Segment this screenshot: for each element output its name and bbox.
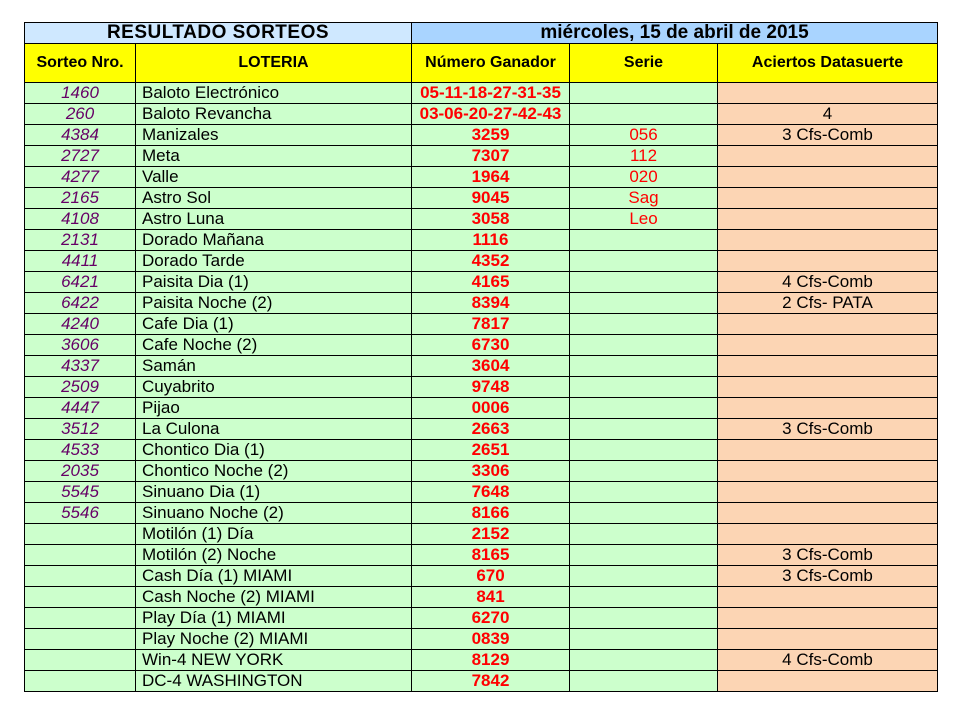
lottery-name-cell: Chontico Dia (1) — [136, 440, 412, 461]
series-cell — [570, 293, 718, 314]
lottery-name-cell: Win-4 NEW YORK — [136, 650, 412, 671]
winning-number-cell: 8129 — [412, 650, 570, 671]
sorteo-number-cell: 2131 — [25, 230, 136, 251]
table-row — [25, 461, 938, 482]
hits-cell: 3 Cfs-Comb — [718, 545, 938, 566]
sorteo-number-cell — [25, 671, 136, 692]
lottery-name-cell: Astro Luna — [136, 209, 412, 230]
table-row — [25, 230, 938, 251]
table-row — [25, 482, 938, 503]
series-cell — [570, 461, 718, 482]
winning-number-cell: 8394 — [412, 293, 570, 314]
series-cell — [570, 587, 718, 608]
sorteo-number-cell: 5545 — [25, 482, 136, 503]
table-row — [25, 440, 938, 461]
table-row — [25, 104, 938, 125]
winning-number-cell: 7648 — [412, 482, 570, 503]
hits-cell: 2 Cfs- PATA — [718, 293, 938, 314]
lottery-name-cell: Paisita Noche (2) — [136, 293, 412, 314]
winning-number-cell: 7817 — [412, 314, 570, 335]
hits-cell — [718, 524, 938, 545]
table-row — [25, 566, 938, 587]
table-row — [25, 629, 938, 650]
series-cell — [570, 440, 718, 461]
winning-number-cell: 4352 — [412, 251, 570, 272]
header-row — [25, 44, 938, 83]
winning-number-cell: 9748 — [412, 377, 570, 398]
lottery-name-cell: Sinuano Dia (1) — [136, 482, 412, 503]
hits-cell: 3 Cfs-Comb — [718, 419, 938, 440]
lottery-name-cell: Pijao — [136, 398, 412, 419]
table-row — [25, 314, 938, 335]
winning-number-cell: 6270 — [412, 608, 570, 629]
table-row — [25, 503, 938, 524]
hits-cell — [718, 608, 938, 629]
winning-number-cell: 7307 — [412, 146, 570, 167]
winning-number-cell: 3058 — [412, 209, 570, 230]
lottery-name-cell: Baloto Electrónico — [136, 83, 412, 104]
lottery-name-cell: Dorado Tarde — [136, 251, 412, 272]
hits-cell: 4 — [718, 104, 938, 125]
series-cell: 112 — [570, 146, 718, 167]
sorteo-number-cell: 1460 — [25, 83, 136, 104]
series-cell — [570, 650, 718, 671]
hits-cell: 4 Cfs-Comb — [718, 272, 938, 293]
sorteo-number-cell: 3606 — [25, 335, 136, 356]
series-cell — [570, 83, 718, 104]
lottery-name-cell: La Culona — [136, 419, 412, 440]
winning-number-cell: 1116 — [412, 230, 570, 251]
lottery-name-cell: Motilón (2) Noche — [136, 545, 412, 566]
lottery-name-cell: Paisita Dia (1) — [136, 272, 412, 293]
table-row — [25, 251, 938, 272]
table-row — [25, 83, 938, 104]
sorteo-number-cell — [25, 629, 136, 650]
sorteo-number-cell: 3512 — [25, 419, 136, 440]
lottery-name-cell: Meta — [136, 146, 412, 167]
sorteo-number-cell: 6422 — [25, 293, 136, 314]
sorteo-number-cell: 4240 — [25, 314, 136, 335]
series-cell — [570, 482, 718, 503]
table-row — [25, 293, 938, 314]
winning-number-cell: 0006 — [412, 398, 570, 419]
series-cell — [570, 398, 718, 419]
hits-cell — [718, 587, 938, 608]
lottery-name-cell: Chontico Noche (2) — [136, 461, 412, 482]
sorteo-number-cell: 4533 — [25, 440, 136, 461]
lottery-name-cell: Cuyabrito — [136, 377, 412, 398]
header-aciertos: Aciertos Datasuerte — [718, 44, 938, 83]
header-sorteo: Sorteo Nro. — [25, 44, 136, 83]
table-row — [25, 167, 938, 188]
winning-number-cell: 3259 — [412, 125, 570, 146]
sorteo-number-cell: 4384 — [25, 125, 136, 146]
winning-number-cell: 05-11-18-27-31-35 — [412, 83, 570, 104]
series-cell — [570, 545, 718, 566]
hits-cell — [718, 671, 938, 692]
sorteo-number-cell: 6421 — [25, 272, 136, 293]
winning-number-cell: 3604 — [412, 356, 570, 377]
sorteo-number-cell — [25, 608, 136, 629]
hits-cell — [718, 398, 938, 419]
series-cell — [570, 608, 718, 629]
winning-number-cell: 841 — [412, 587, 570, 608]
series-cell — [570, 104, 718, 125]
winning-number-cell: 6730 — [412, 335, 570, 356]
lottery-name-cell: Valle — [136, 167, 412, 188]
winning-number-cell: 7842 — [412, 671, 570, 692]
table-row — [25, 209, 938, 230]
lottery-name-cell: Motilón (1) Día — [136, 524, 412, 545]
table-row — [25, 587, 938, 608]
series-cell: 056 — [570, 125, 718, 146]
sorteo-number-cell: 4337 — [25, 356, 136, 377]
lottery-name-cell: Cash Día (1) MIAMI — [136, 566, 412, 587]
sorteo-number-cell: 260 — [25, 104, 136, 125]
header-loteria: LOTERIA — [136, 44, 412, 83]
table-row — [25, 608, 938, 629]
table-row — [25, 188, 938, 209]
winning-number-cell: 2651 — [412, 440, 570, 461]
sorteo-number-cell: 4108 — [25, 209, 136, 230]
series-cell — [570, 356, 718, 377]
series-cell — [570, 524, 718, 545]
winning-number-cell: 2152 — [412, 524, 570, 545]
winning-number-cell: 2663 — [412, 419, 570, 440]
lottery-name-cell: Samán — [136, 356, 412, 377]
sorteo-number-cell: 2509 — [25, 377, 136, 398]
winning-number-cell: 8166 — [412, 503, 570, 524]
table-row — [25, 125, 938, 146]
series-cell — [570, 671, 718, 692]
series-cell: Leo — [570, 209, 718, 230]
series-cell — [570, 566, 718, 587]
lottery-name-cell: Dorado Mañana — [136, 230, 412, 251]
series-cell — [570, 629, 718, 650]
lottery-name-cell: Manizales — [136, 125, 412, 146]
header-numero: Número Ganador — [412, 44, 570, 83]
winning-number-cell: 0839 — [412, 629, 570, 650]
title-row — [25, 23, 938, 44]
sorteo-number-cell: 4411 — [25, 251, 136, 272]
hits-cell — [718, 251, 938, 272]
sorteo-number-cell: 2165 — [25, 188, 136, 209]
lottery-name-cell: Astro Sol — [136, 188, 412, 209]
sorteo-number-cell: 4447 — [25, 398, 136, 419]
sorteo-number-cell: 5546 — [25, 503, 136, 524]
winning-number-cell: 670 — [412, 566, 570, 587]
sorteo-number-cell: 4277 — [25, 167, 136, 188]
lottery-name-cell: Play Noche (2) MIAMI — [136, 629, 412, 650]
table-row — [25, 671, 938, 692]
hits-cell — [718, 482, 938, 503]
hits-cell — [718, 83, 938, 104]
table-row — [25, 545, 938, 566]
table-row — [25, 335, 938, 356]
table-row — [25, 524, 938, 545]
series-cell — [570, 272, 718, 293]
sorteo-number-cell — [25, 587, 136, 608]
hits-cell — [718, 188, 938, 209]
winning-number-cell: 4165 — [412, 272, 570, 293]
hits-cell — [718, 629, 938, 650]
lottery-name-cell: Cafe Noche (2) — [136, 335, 412, 356]
lottery-name-cell: Baloto Revancha — [136, 104, 412, 125]
series-cell: 020 — [570, 167, 718, 188]
lottery-name-cell: Play Día (1) MIAMI — [136, 608, 412, 629]
series-cell — [570, 314, 718, 335]
sorteo-number-cell — [25, 566, 136, 587]
hits-cell: 4 Cfs-Comb — [718, 650, 938, 671]
hits-cell — [718, 167, 938, 188]
series-cell — [570, 503, 718, 524]
table-row — [25, 272, 938, 293]
table-row — [25, 377, 938, 398]
sorteo-number-cell — [25, 545, 136, 566]
sorteo-number-cell: 2035 — [25, 461, 136, 482]
winning-number-cell: 03-06-20-27-42-43 — [412, 104, 570, 125]
winning-number-cell: 8165 — [412, 545, 570, 566]
table-row — [25, 650, 938, 671]
hits-cell — [718, 230, 938, 251]
table-row — [25, 398, 938, 419]
table-row — [25, 146, 938, 167]
series-cell — [570, 335, 718, 356]
sorteo-number-cell — [25, 524, 136, 545]
hits-cell — [718, 377, 938, 398]
hits-cell — [718, 314, 938, 335]
hits-cell — [718, 335, 938, 356]
lottery-name-cell: Sinuano Noche (2) — [136, 503, 412, 524]
sorteo-number-cell: 2727 — [25, 146, 136, 167]
winning-number-cell: 9045 — [412, 188, 570, 209]
table-row — [25, 356, 938, 377]
hits-cell: 3 Cfs-Comb — [718, 125, 938, 146]
series-cell — [570, 251, 718, 272]
series-cell — [570, 419, 718, 440]
winning-number-cell: 1964 — [412, 167, 570, 188]
hits-cell — [718, 356, 938, 377]
sorteo-number-cell — [25, 650, 136, 671]
hits-cell — [718, 440, 938, 461]
hits-cell — [718, 146, 938, 167]
series-cell: Sag — [570, 188, 718, 209]
lottery-name-cell: Cafe Dia (1) — [136, 314, 412, 335]
lottery-name-cell: DC-4 WASHINGTON — [136, 671, 412, 692]
series-cell — [570, 377, 718, 398]
hits-cell — [718, 503, 938, 524]
results-table — [24, 22, 938, 692]
winning-number-cell: 3306 — [412, 461, 570, 482]
hits-cell — [718, 461, 938, 482]
lottery-name-cell: Cash Noche (2) MIAMI — [136, 587, 412, 608]
date-label: miércoles, 15 de abril de 2015 — [412, 23, 938, 44]
header-serie: Serie — [570, 44, 718, 83]
series-cell — [570, 230, 718, 251]
page-title: RESULTADO SORTEOS — [25, 23, 412, 44]
hits-cell: 3 Cfs-Comb — [718, 566, 938, 587]
table-row — [25, 419, 938, 440]
hits-cell — [718, 209, 938, 230]
